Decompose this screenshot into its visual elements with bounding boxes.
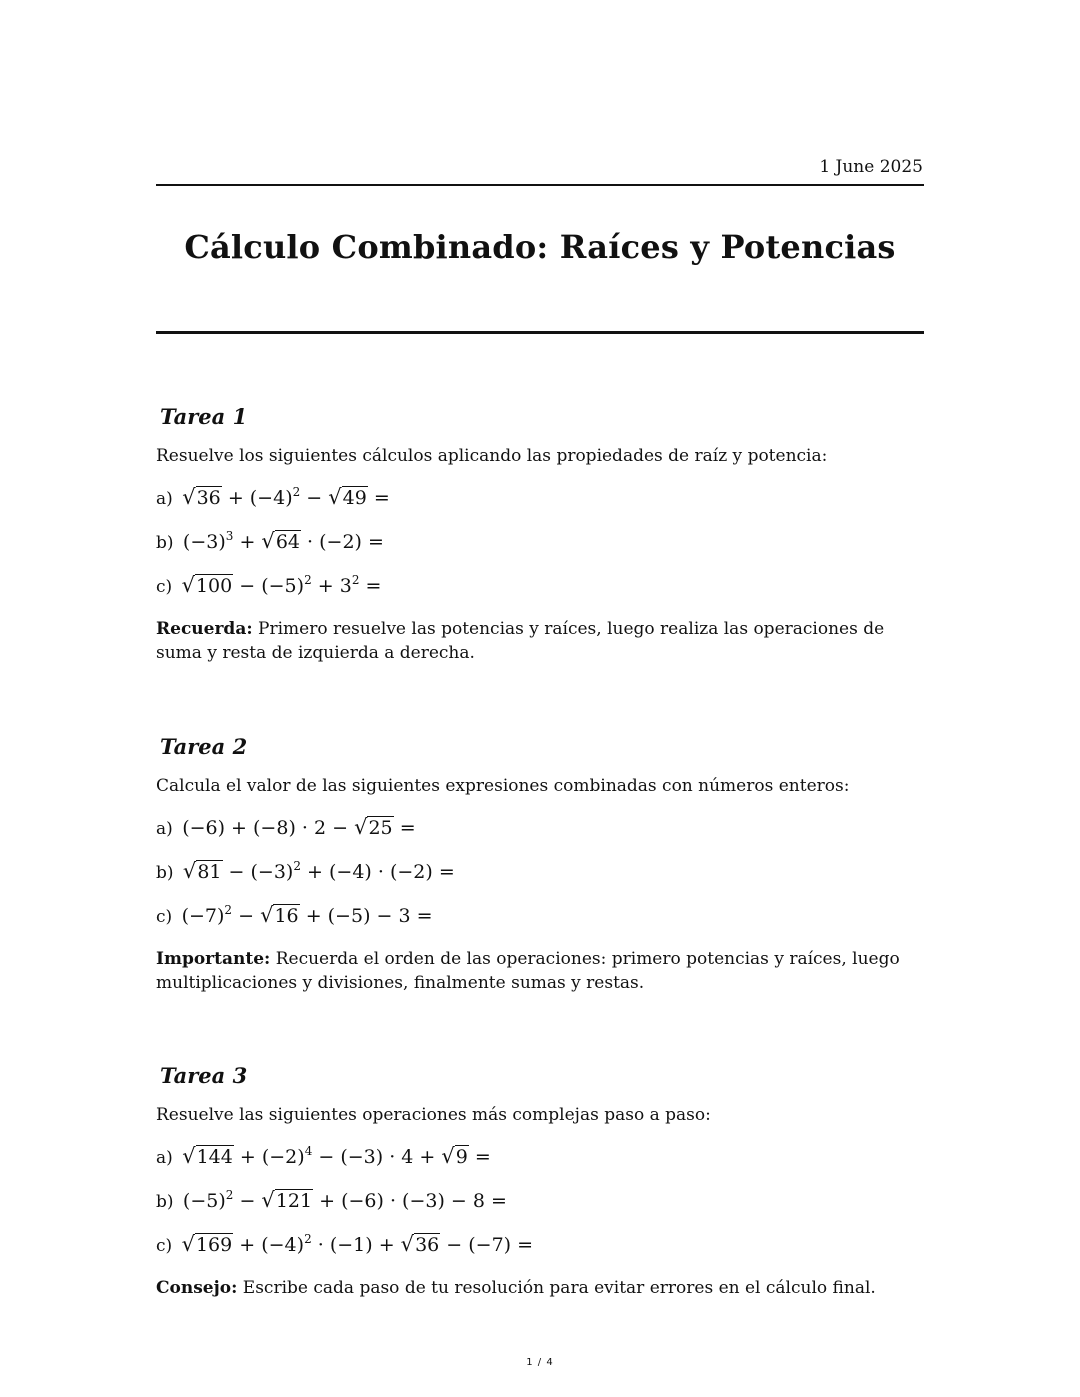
square-root: √36 [182, 485, 221, 509]
exercise-label: c) [156, 907, 173, 927]
square-root: √64 [261, 529, 300, 553]
expression: $√36 + (-4)^2 - √49$ = [182, 487, 390, 509]
expression: $√100 - (-5)^2 + 3^2$ = [182, 575, 382, 597]
title-rule [156, 331, 924, 334]
expression: $(-3)^3 + √64 \cdot (-2)$ = [183, 531, 384, 553]
header-date: 1 June 2025 [819, 157, 923, 177]
exercise-c [156, 1229, 924, 1259]
square-root: √121 [261, 1188, 313, 1212]
exercise-label: c) [156, 577, 173, 597]
exercise-label: a) [156, 819, 173, 839]
expression: (−6) + (−8) · 2 − √25 = [182, 817, 415, 839]
task-note [156, 947, 924, 995]
expression: $(-7)^2 - √16 + (-5) - 3$ = [182, 905, 433, 927]
expression: $√81 - (-3)^2 + (-4) \cdot (-2)$ = [183, 861, 455, 883]
task-note [156, 617, 924, 665]
note-text: Recuerda el orden de las operaciones: primero potencias y raíces, luego multiplicaciones y divisiones, finalmente sumas y restas. [156, 949, 900, 993]
exercise-a [156, 812, 924, 842]
exercise-b [156, 526, 924, 556]
square-root: √100 [181, 573, 233, 597]
note-label: Recuerda: [156, 619, 253, 639]
square-root: √25 [354, 815, 393, 839]
task-intro: Resuelve las siguientes operaciones más complejas paso a paso: [156, 1105, 711, 1125]
note-text: Escribe cada paso de tu resolución para evitar errores en el cálculo final. [242, 1278, 876, 1298]
expression: $√169 + (-4)^2 \cdot (-1) + √36 - (-7)$ = [182, 1234, 534, 1256]
square-root: √9 [441, 1144, 468, 1168]
exercise-label: b) [156, 863, 174, 883]
expression: $√144 + (-2)^4 - (-3) \cdot 4 + √9$ = [182, 1146, 491, 1168]
exercise-a [156, 482, 924, 512]
task-1 [156, 404, 924, 665]
note-label: Consejo: [156, 1278, 238, 1298]
task-intro: Resuelve los siguientes cálculos aplicando las propiedades de raíz y potencia: [156, 446, 828, 466]
exercise-b [156, 856, 924, 886]
note-label: Importante: [156, 949, 271, 969]
square-root: √144 [182, 1144, 233, 1168]
exercise-c [156, 900, 924, 930]
task-note [156, 1276, 924, 1300]
exercise-label: a) [156, 489, 173, 509]
task-heading: Tarea 1 [160, 404, 248, 429]
task-heading: Tarea 2 [160, 734, 248, 759]
exercise-c [156, 570, 924, 600]
square-root: √81 [182, 859, 222, 883]
expression: $(-5)^2 - √121 + (-6) \cdot (-3) - 8$ = [183, 1190, 507, 1212]
note-text: Primero resuelve las potencias y raíces, luego realiza las operaciones de suma y resta de izquierda a derecha. [156, 619, 885, 663]
square-root: √169 [181, 1232, 233, 1256]
task-2 [156, 734, 924, 995]
page-title: Cálculo Combinado: Raíces y Potencias [184, 228, 896, 266]
exercise-b [156, 1185, 924, 1215]
task-heading: Tarea 3 [160, 1063, 248, 1088]
exercise-label: a) [156, 1148, 173, 1168]
square-root: √16 [260, 903, 299, 927]
square-root: √49 [328, 485, 367, 509]
exercise-a [156, 1141, 924, 1171]
task-intro: Calcula el valor de las siguientes expresiones combinadas con números enteros: [156, 776, 850, 796]
exercise-label: c) [156, 1236, 173, 1256]
exercise-label: b) [156, 1192, 174, 1212]
square-root: √36 [400, 1232, 440, 1256]
exercise-label: b) [156, 533, 174, 553]
page-number: 1 / 4 [526, 1357, 554, 1368]
task-3 [156, 1063, 924, 1300]
header-rule [156, 184, 924, 186]
